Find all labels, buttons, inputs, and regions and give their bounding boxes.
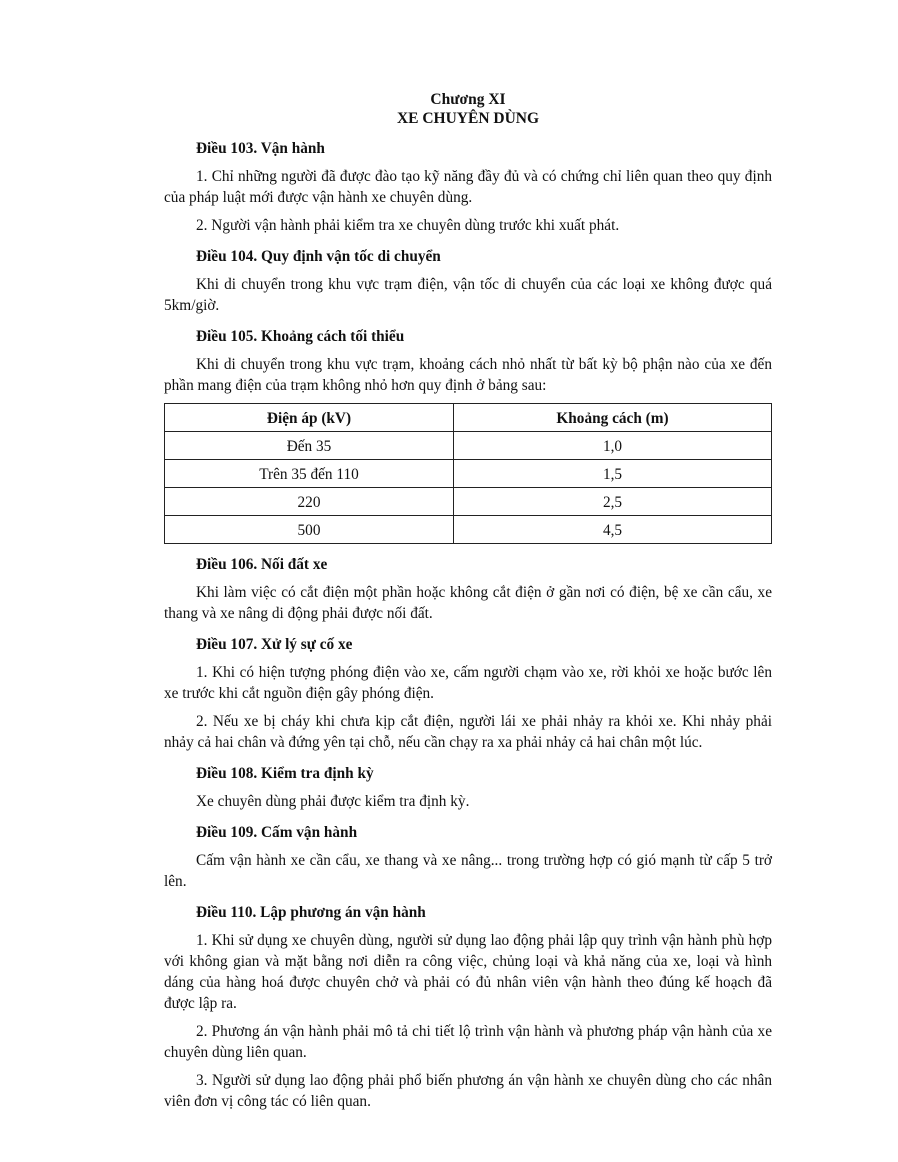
paragraph: 1. Khi sử dụng xe chuyên dùng, người sử dụng lao động phải lập quy trình vận hành phù hợp với không gian và mặt bằng nơi diễn ra công việc, chủng loại và khả năng của xe, loại và hình dáng của hàng hoá được chuyên chở và phải có đủ nhân viên vận hành theo đúng kế hoạch đã được lập ra. [164, 932, 772, 1012]
paragraph: Xe chuyên dùng phải được kiểm tra định kỳ. [196, 793, 470, 810]
table-row [165, 488, 772, 516]
article-heading: Điều 105. Khoảng cách tối thiểu [196, 328, 405, 345]
voltage-cell: Trên 35 đến 110 [165, 460, 454, 488]
paragraph: Khi làm việc có cắt điện một phần hoặc không cắt điện ở gần nơi có điện, bệ xe cần cẩu, xe thang và xe nâng di động phải được nối đất. [164, 584, 772, 622]
article-106 [164, 554, 772, 624]
distance-cell: 4,5 [454, 516, 772, 544]
document-page [164, 90, 772, 1119]
article-104 [164, 246, 772, 316]
article-heading: Điều 110. Lập phương án vận hành [196, 904, 426, 921]
article-109 [164, 822, 772, 892]
article-108 [164, 763, 772, 812]
article-105 [164, 326, 772, 544]
voltage-cell: 500 [165, 516, 454, 544]
article-heading: Điều 108. Kiểm tra định kỳ [196, 765, 374, 782]
distance-cell: 1,5 [454, 460, 772, 488]
chapter-title: XE CHUYÊN DÙNG [396, 110, 540, 127]
table-row [165, 460, 772, 488]
article-103 [164, 138, 772, 236]
chapter-label: Chương XI [430, 91, 506, 108]
voltage-cell: 220 [165, 488, 454, 516]
header-distance: Khoảng cách (m) [454, 404, 772, 432]
distance-cell: 1,0 [454, 432, 772, 460]
paragraph: Khi di chuyển trong khu vực trạm điện, vận tốc di chuyển của các loại xe không được quá 5km/giờ. [164, 276, 772, 314]
article-110 [164, 902, 772, 1112]
paragraph: Khi di chuyển trong khu vực trạm, khoảng cách nhỏ nhất từ bất kỳ bộ phận nào của xe đến phần mang điện của trạm không nhỏ hơn quy định ở bảng sau: [164, 356, 772, 394]
table-header-row [165, 404, 772, 432]
paragraph: Cấm vận hành xe cần cẩu, xe thang và xe nâng... trong trường hợp có gió mạnh từ cấp 5 trở lên. [164, 852, 772, 890]
distance-cell: 2,5 [454, 488, 772, 516]
table-row [165, 516, 772, 544]
article-heading: Điều 103. Vận hành [196, 140, 325, 157]
header-voltage: Điện áp (kV) [165, 404, 454, 432]
paragraph: 1. Khi có hiện tượng phóng điện vào xe, cấm người chạm vào xe, rời khỏi xe hoặc bước lên xe trước khi cắt nguồn điện gây phóng điện. [164, 664, 772, 702]
paragraph: 1. Chỉ những người đã được đào tạo kỹ năng đầy đủ và có chứng chỉ liên quan theo quy định của pháp luật mới được vận hành xe chuyên dùng. [164, 168, 772, 206]
paragraph: 2. Nếu xe bị cháy khi chưa kịp cắt điện, người lái xe phải nhảy ra khỏi xe. Khi nhảy phải nhảy cả hai chân và đứng yên tại chỗ, nếu cần chạy ra xa phải nhảy cả hai chân một lúc. [164, 713, 772, 751]
paragraph: 2. Người vận hành phải kiểm tra xe chuyên dùng trước khi xuất phát. [196, 217, 620, 234]
article-heading: Điều 106. Nối đất xe [196, 556, 328, 573]
table-row [165, 432, 772, 460]
article-107 [164, 634, 772, 753]
article-heading: Điều 104. Quy định vận tốc di chuyển [196, 248, 441, 265]
distance-table [164, 403, 772, 544]
article-heading: Điều 107. Xử lý sự cố xe [196, 636, 353, 653]
paragraph: 2. Phương án vận hành phải mô tả chi tiết lộ trình vận hành và phương pháp vận hành của xe chuyên dùng liên quan. [164, 1023, 772, 1061]
voltage-cell: Đến 35 [165, 432, 454, 460]
paragraph: 3. Người sử dụng lao động phải phổ biến phương án vận hành xe chuyên dùng cho các nhân viên đơn vị công tác có liên quan. [164, 1072, 772, 1110]
article-heading: Điều 109. Cấm vận hành [196, 824, 358, 841]
